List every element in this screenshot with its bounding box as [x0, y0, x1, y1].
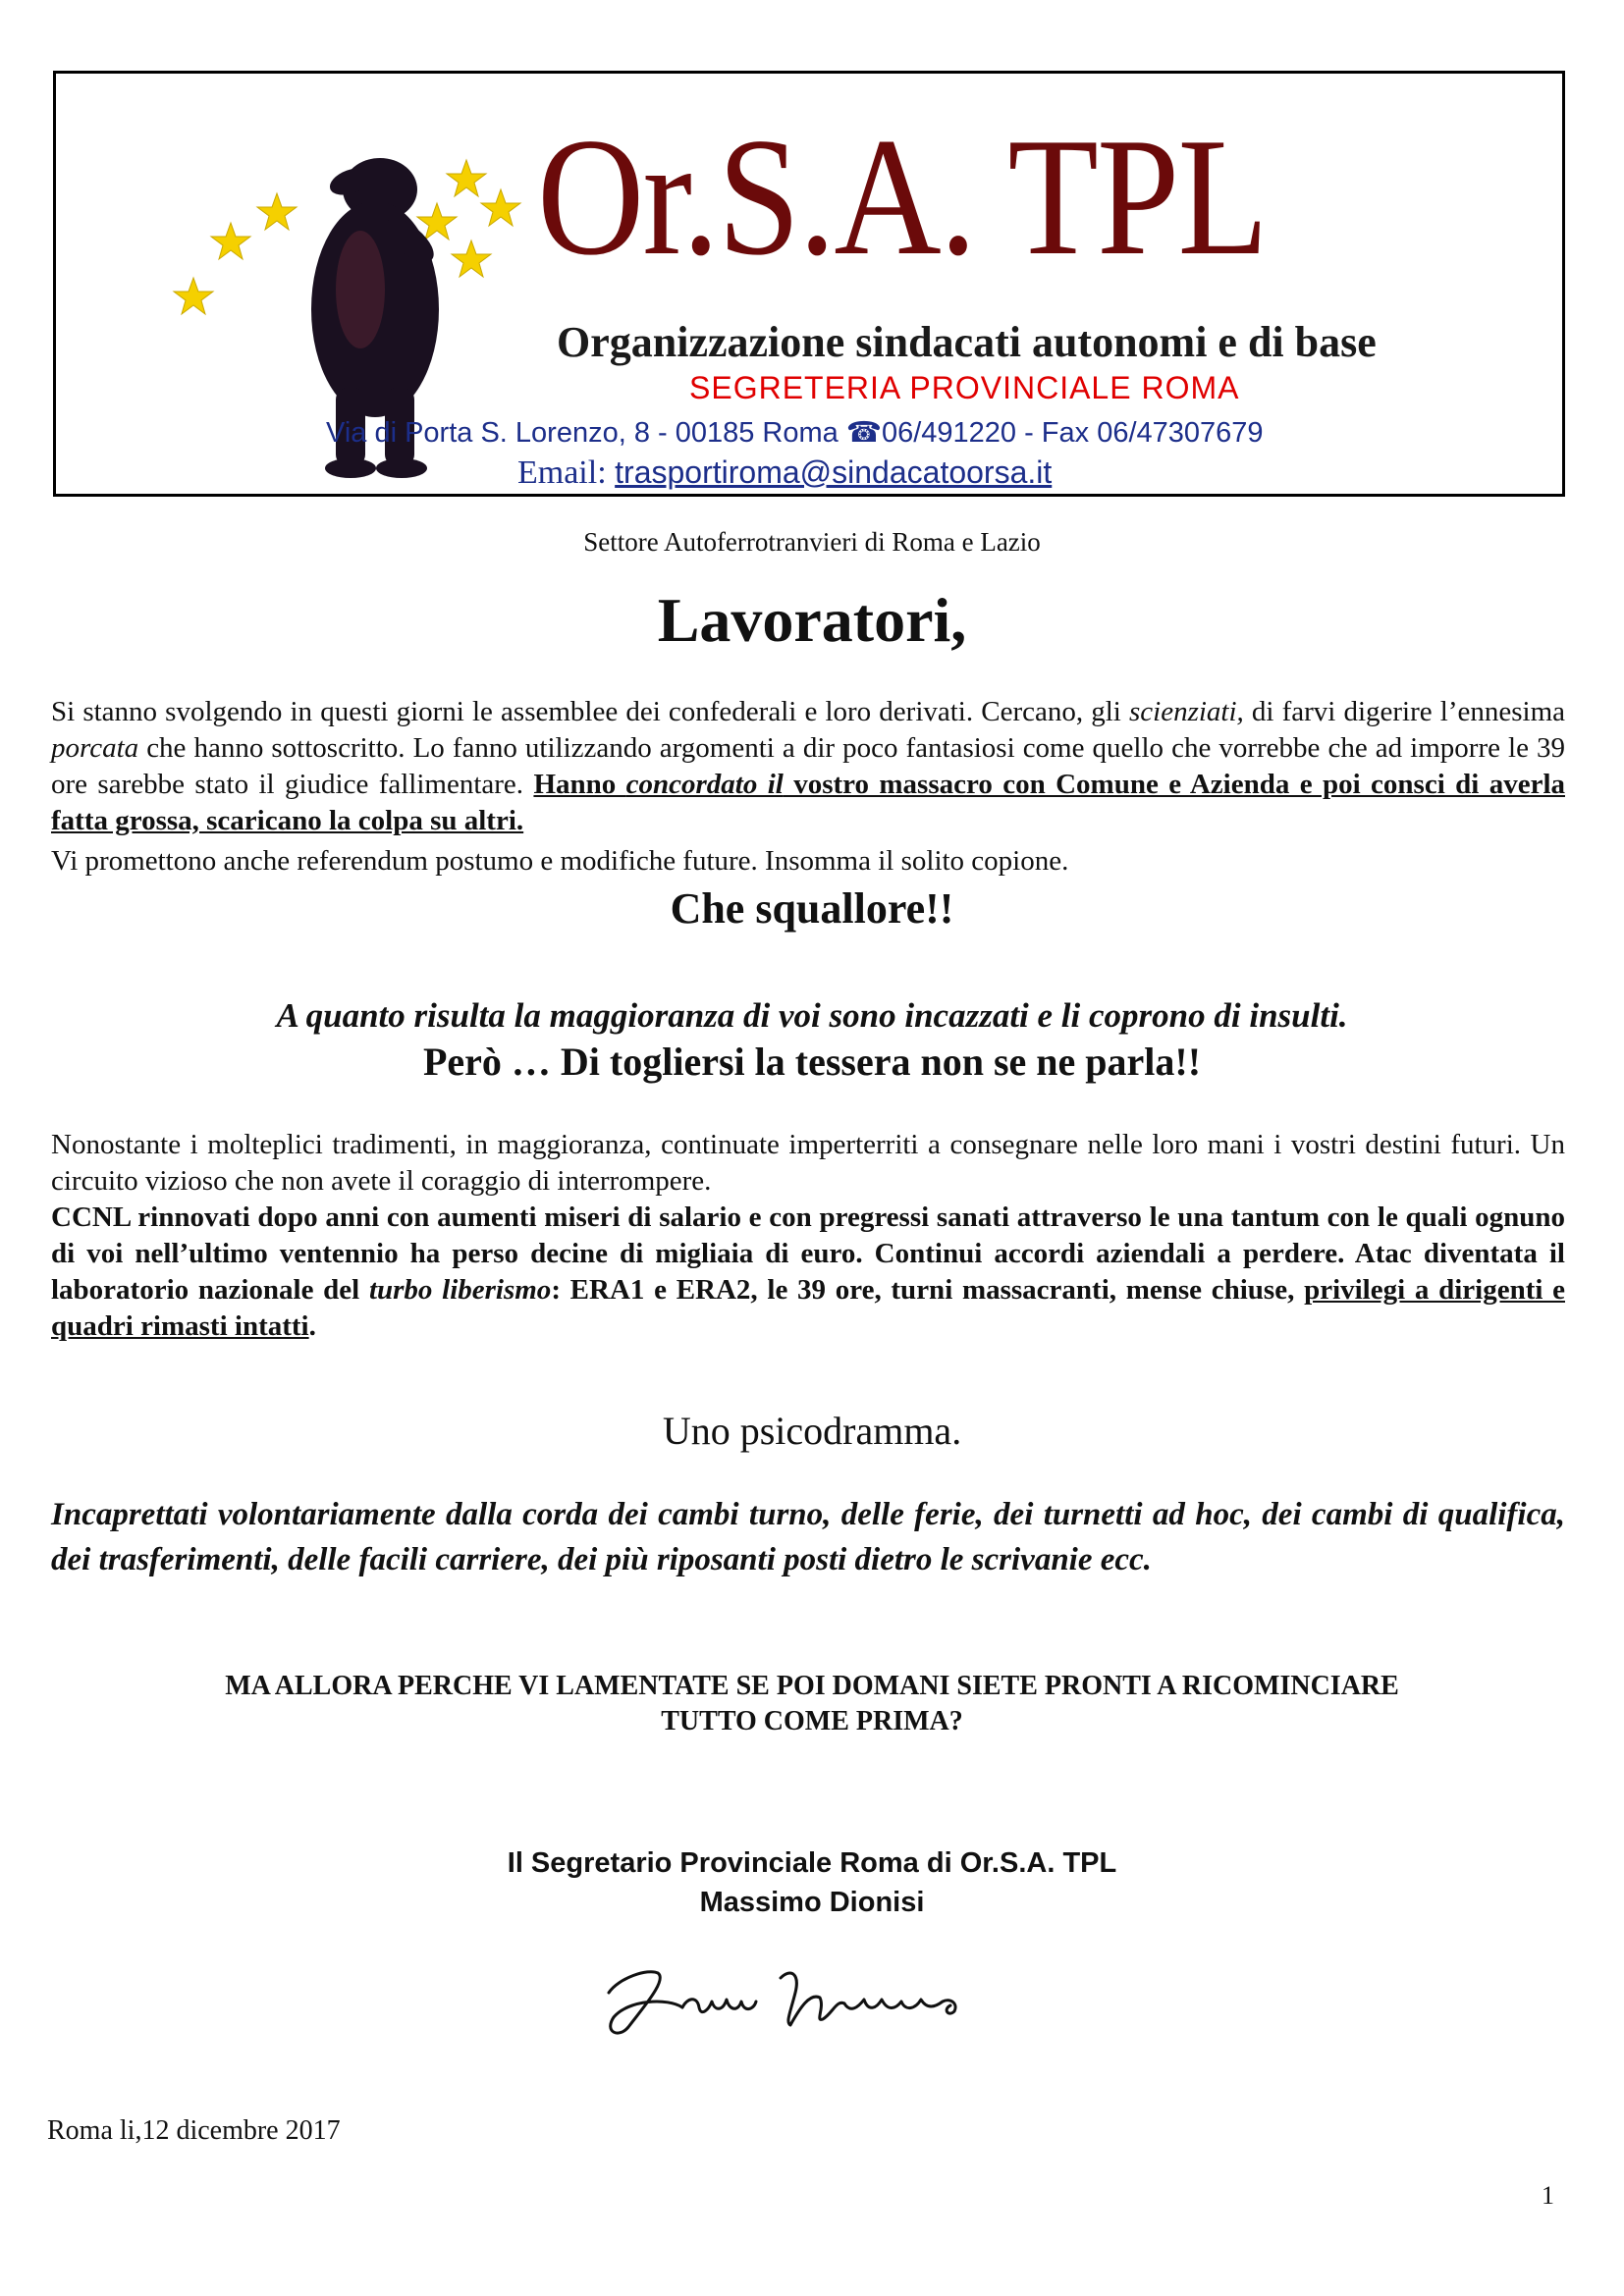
paragraph-intro [51, 694, 1565, 839]
email-link[interactable]: trasportiroma@sindacatoorsa.it [615, 454, 1053, 490]
email-label: Email: [517, 454, 607, 491]
star-icon [211, 223, 250, 259]
org-email [517, 454, 1052, 492]
text-span: . [308, 1310, 316, 1342]
statement-quanto: A quanto risulta la maggioranza di voi sono incazzati e li coprono di insulti. [276, 996, 1348, 1035]
star-icon [447, 160, 486, 196]
signatory-role: Il Segretario Provinciale Roma di Or.S.A. TPL [507, 1847, 1117, 1879]
statement-pero: Però … Di togliersi la tessera non se ne parla!! [422, 1040, 1202, 1084]
star-icon [257, 193, 297, 230]
signatory-name: Massimo Dionisi [699, 1887, 925, 1918]
closing-question [0, 1669, 1624, 1739]
heading-squallore: Che squallore!! [670, 884, 954, 933]
closing-question-line: TUTTO COME PRIMA? [661, 1706, 963, 1736]
paragraph-incaprettati: Incaprettati volontariamente dalla corda dei cambi turno, delle ferie, dei turnetti ad hoc, dei cambi di qualifica, dei trasferimenti, delle facili carriere, dei più riposanti posti dietro le scrivanie ecc. [51, 1497, 1565, 1577]
org-title: Or.S.A. TPL [537, 104, 1268, 291]
text-span: vostro massacro con Comune e Azienda e poi consci di averla fatta grossa, scaricano la colpa su altri. [51, 769, 1565, 836]
star-icon [174, 278, 213, 314]
star-icon [452, 240, 491, 277]
paragraph-tradimenti: Nonostante i molteplici tradimenti, in maggioranza, continuate imperterriti a consegnare nelle loro mani i vostri destini futuri. Un circuito vizioso che non avete il coraggio di interrompere. [51, 1129, 1565, 1197]
text-span: turbo liberismo [368, 1274, 552, 1306]
letterhead [53, 71, 1565, 497]
star-icon [481, 189, 520, 226]
org-secretary: SEGRETERIA PROVINCIALE ROMA [689, 370, 1240, 405]
text-span: che hanno sottoscritto. Lo fanno utilizzando argomenti a dir poco fantasiosi come quello che vorrebbe che ad imporre le 39 ore sarebbe stato il giudice fallimentare. [51, 732, 1565, 800]
star-icon [417, 203, 457, 240]
text-span: scienziati, [1128, 696, 1244, 727]
text-span: : ERA1 e ERA2, le 39 ore, turni massacranti, mense chiuse, [551, 1274, 1305, 1306]
org-address: Via di Porta S. Lorenzo, 8 - 00185 Roma ☎06/491220 - Fax 06/47307679 [326, 417, 1264, 449]
text-span: concordato il [625, 769, 784, 800]
text-span: di farvi digerire l’ennesima [1243, 696, 1565, 727]
text-span: Si stanno svolgendo in questi giorni le assemblee dei confederali e loro derivati. Cercano, gli [51, 696, 1129, 727]
text-span: Hanno [533, 769, 626, 800]
heading-psicodramma: Uno psicodramma. [662, 1409, 962, 1453]
closing-question-line: MA ALLORA PERCHE VI LAMENTATE SE POI DOMANI SIETE PRONTI A RICOMINCIARE [225, 1671, 1399, 1701]
sector-line: Settore Autoferrotranvieri di Roma e Lazio [583, 527, 1041, 557]
page-title: Lavoratori, [657, 585, 967, 655]
org-subtitle: Organizzazione sindacati autonomi e di base [557, 318, 1377, 366]
handwritten-signature [589, 1939, 1021, 2047]
text-span: porcata [51, 732, 139, 764]
page-number: 1 [1542, 2181, 1554, 2210]
text-span: privilegi a dirigenti e quadri rimasti intatti [51, 1274, 1565, 1342]
paragraph-referendum: Vi promettono anche referendum postumo e modifiche future. Insomma il solito copione. [51, 845, 1069, 877]
paragraph-ccnl [51, 1200, 1565, 1345]
text-span: CCNL rinnovati dopo anni con aumenti miseri di salario e con pregressi sanati attraverso le una tantum con le quali ognuno di voi nell’ultimo ventennio ha perso decine di migliaia di euro. Continui accordi aziendali a perdere. Atac diventata il laboratorio nazionale del [51, 1201, 1565, 1306]
document-date: Roma li,12 dicembre 2017 [47, 2115, 341, 2146]
